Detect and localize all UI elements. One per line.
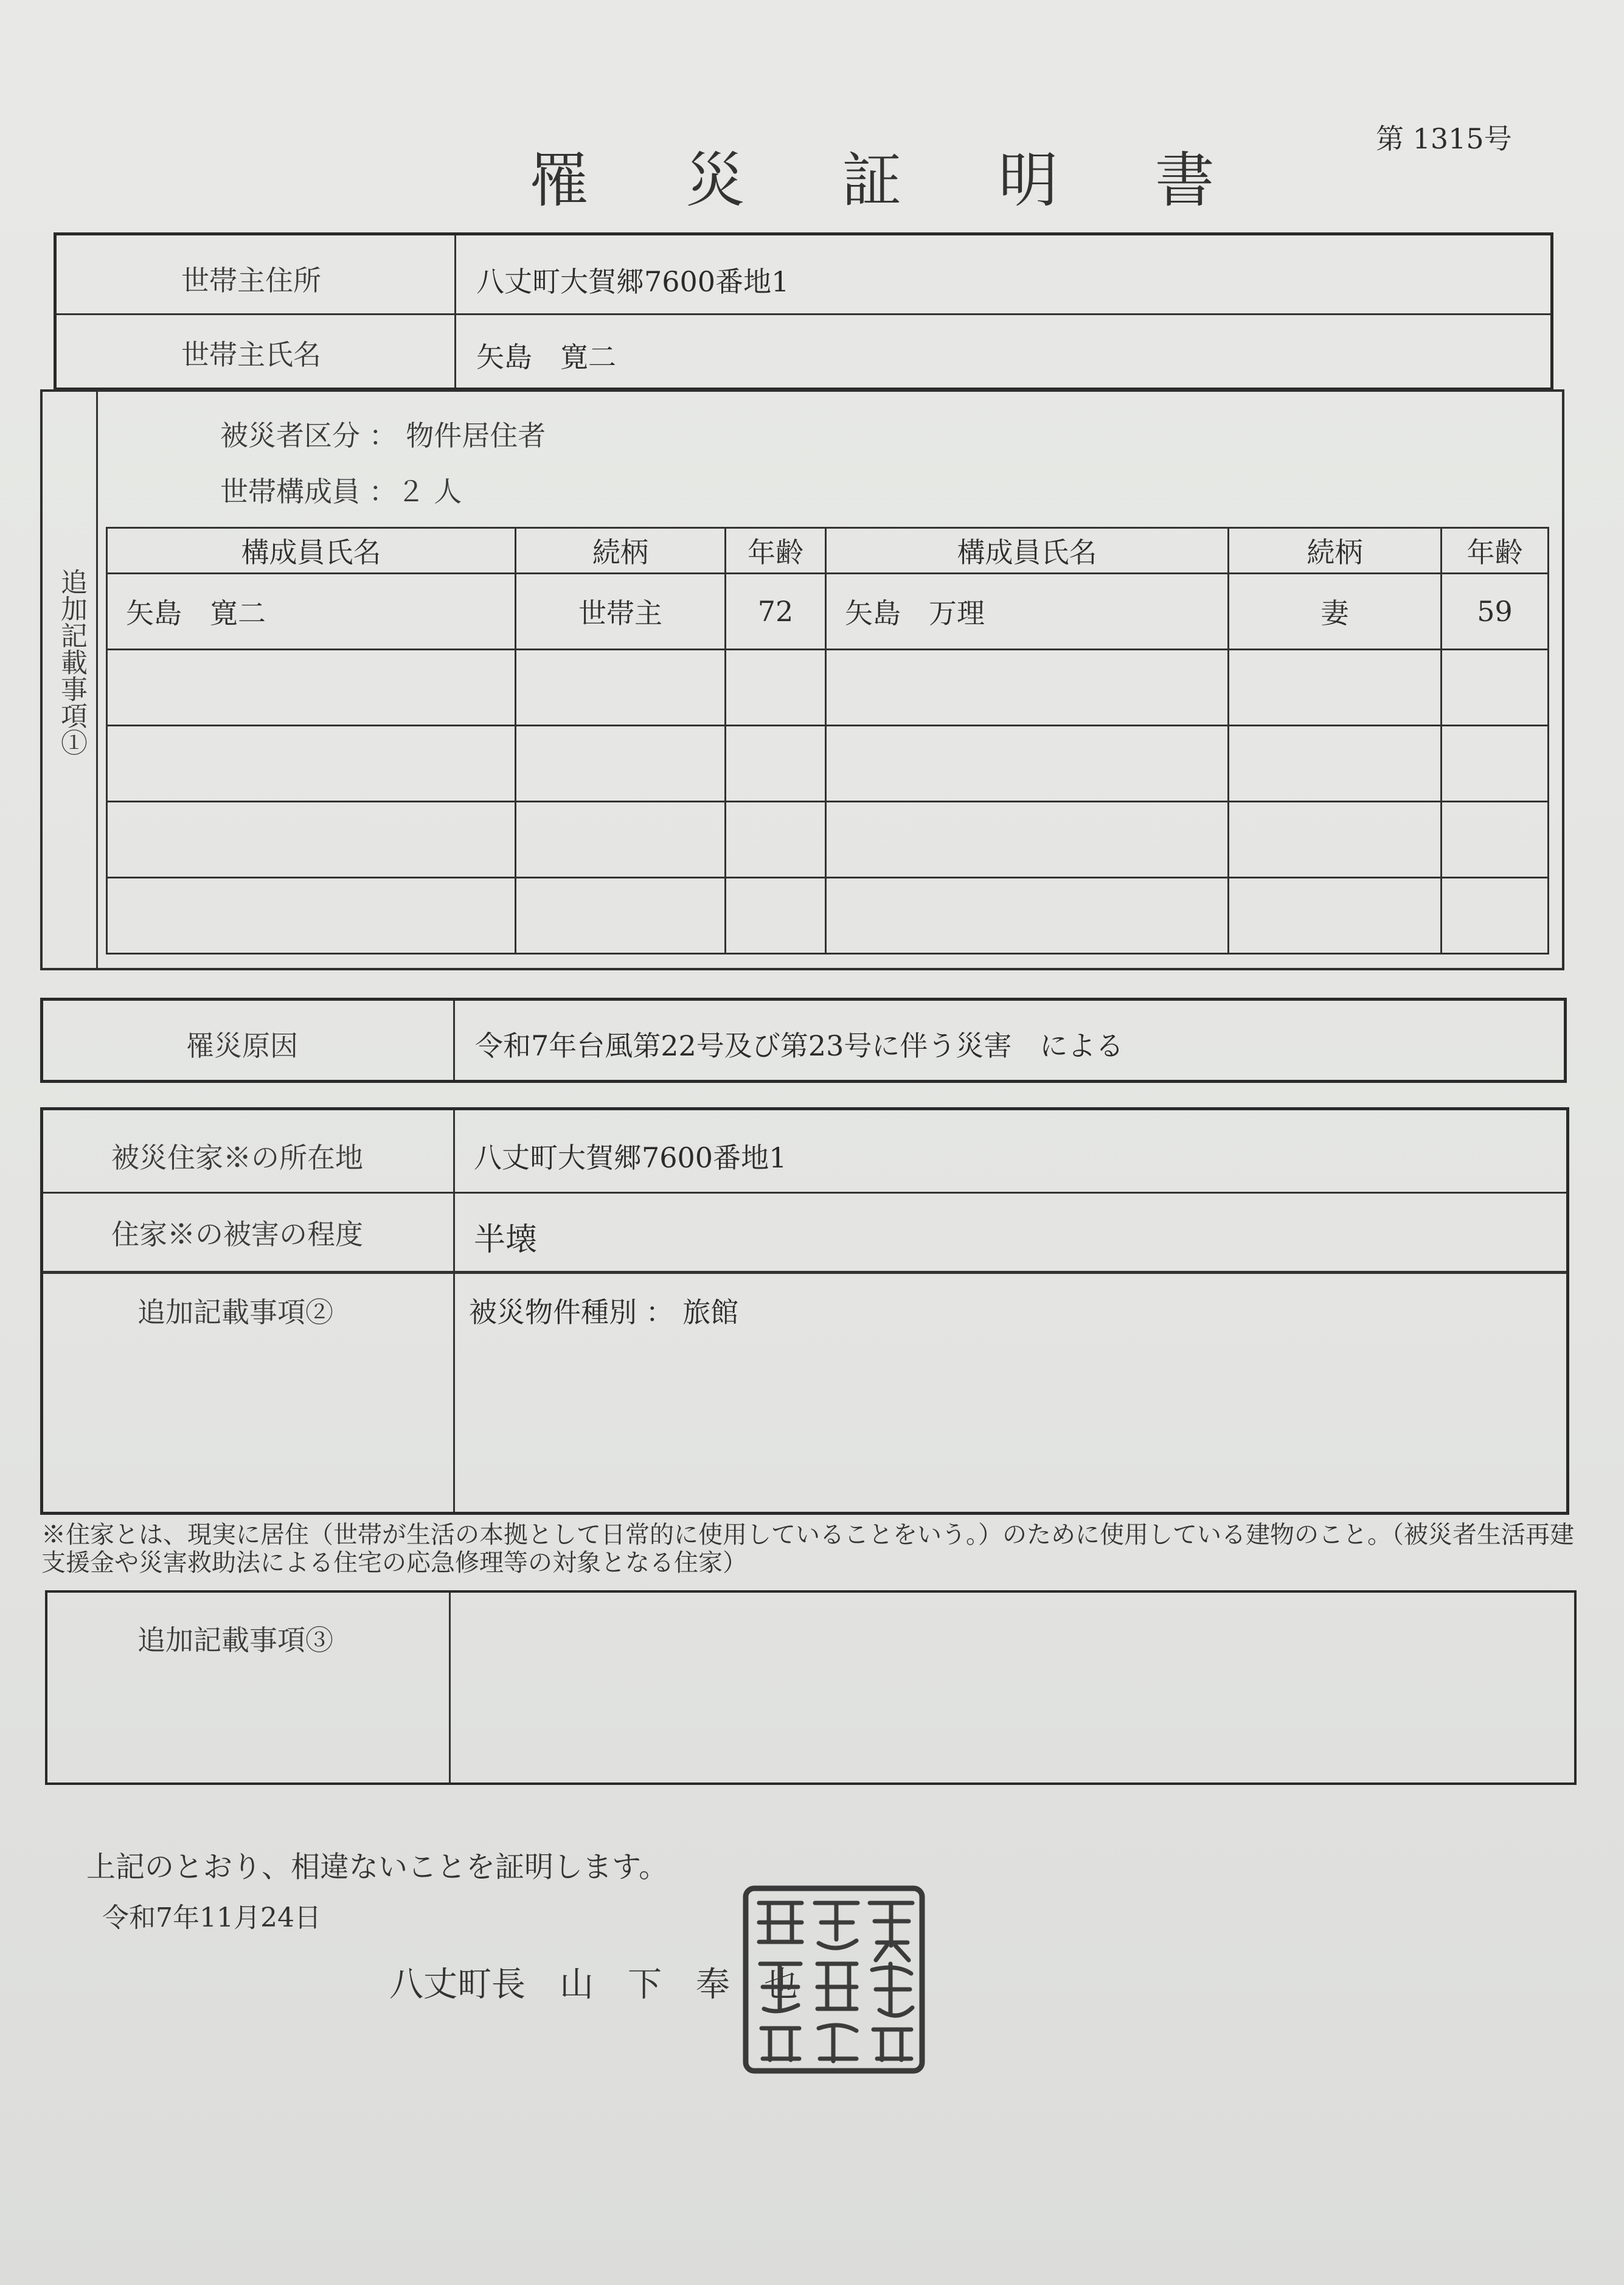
table-cell [1229,878,1442,954]
member-relation: 世帯主 [516,574,726,650]
table-cell [107,650,516,726]
member-name: 矢島 寛二 [107,574,516,650]
table-cell [1442,650,1549,726]
seal-icon [742,1885,926,2075]
table-row [107,574,1549,650]
column-header: 構成員氏名 [826,528,1229,574]
column-header: 年齢 [1442,528,1549,574]
table-row [107,802,1549,878]
damage-degree-value: 半壊 [474,1222,538,1258]
head-name-label: 世帯主氏名 [181,338,321,371]
address-label: 世帯主住所 [181,264,321,297]
table-cell [1442,726,1549,802]
member-age: 72 [726,574,826,650]
table-cell [516,802,726,878]
table-cell [1229,726,1442,802]
table-cell [726,802,826,878]
extra-items-1-box [40,389,1564,970]
members-count: 世帯構成員 ：２ 人 [220,475,462,508]
issuer-name: 八丈町長 山 下 奉 也 [389,1965,798,2005]
column-header: 続柄 [516,528,726,574]
address-value: 八丈町大賀郷7600番地1 [476,265,789,298]
document-title: 罹 災 証 明 書 [529,146,1254,215]
footnote: ※住家とは、現実に居住（世帯が生活の本拠として日常的に使用していることをいう。）のために使用している建物のこと。（被災者生活再建支援金や災害救助法による住宅の応急修理等の対象となる住家） [41,1521,1574,1577]
house-location-label: 被災住家※の所在地 [111,1141,363,1174]
table-cell [826,878,1229,954]
table-cell [107,802,516,878]
table-row [107,726,1549,802]
table-cell [726,726,826,802]
table-cell [726,650,826,726]
table-row [107,878,1549,954]
table-cell [516,650,726,726]
cause-box [40,998,1567,1083]
column-header: 続柄 [1229,528,1442,574]
damage-degree-label: 住家※の被害の程度 [111,1218,363,1251]
table-row [107,650,1549,726]
member-name: 矢島 万理 [826,574,1229,650]
damage-box [40,1107,1569,1515]
household-box [54,232,1553,391]
table-cell [1229,650,1442,726]
table-cell [107,878,516,954]
column-header: 年齢 [726,528,826,574]
column-header: 構成員氏名 [107,528,516,574]
official-seal [742,1885,926,2075]
member-relation: 妻 [1229,574,1442,650]
table-cell [1442,802,1549,878]
certification-statement: 上記のとおり、相違ないことを証明します。 [86,1850,668,1884]
cause-value: 令和7年台風第22号及び第23号に伴う災害 による [475,1029,1124,1062]
table-cell [516,726,726,802]
head-name-value: 矢島 寛二 [476,341,616,374]
victim-category: 被災者区分 ： 物件居住者 [220,419,546,452]
extra-items-3-label: 追加記載事項③ [137,1624,333,1657]
extra-items-3-box [45,1590,1577,1785]
table-cell [826,650,1229,726]
extra-items-2-label: 追加記載事項② [137,1296,333,1329]
members-table-header [107,528,1549,574]
members-table [106,527,1549,955]
extra-items-2-value: 被災物件種別 ： 旅館 [469,1296,739,1329]
member-age: 59 [1442,574,1549,650]
issue-date: 令和7年11月24日 [102,1902,321,1933]
table-cell [107,726,516,802]
table-cell [1442,878,1549,954]
table-cell [1229,802,1442,878]
table-cell [826,802,1229,878]
table-cell [826,726,1229,802]
house-location-value: 八丈町大賀郷7600番地1 [474,1141,787,1174]
table-cell [726,878,826,954]
extra-items-1-label: 追加記載事項① [56,568,87,756]
cause-label: 罹災原因 [186,1029,298,1062]
document-number: 第 1315号 [1376,122,1512,155]
table-cell [516,878,726,954]
